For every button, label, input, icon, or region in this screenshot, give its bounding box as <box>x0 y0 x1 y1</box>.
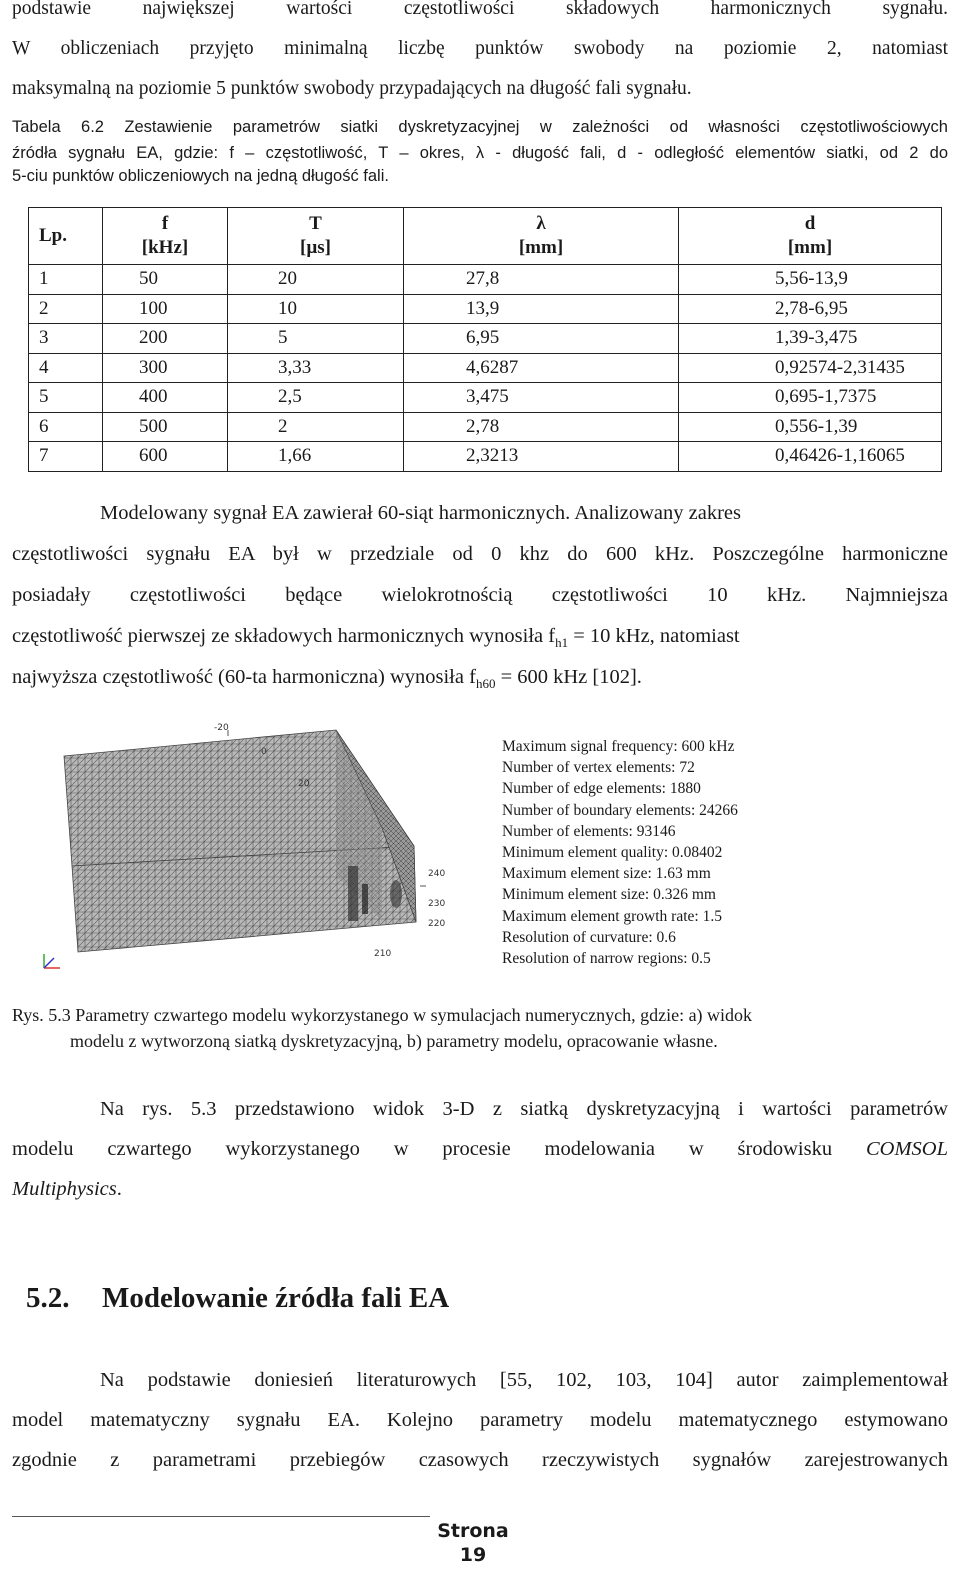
table-caption-line-1: Tabela 6.2 Zestawienie parametrów siatki dyskretyzacyjnej w zależności od własności częstotliwościowych <box>12 118 948 136</box>
table-cell: 5 <box>228 324 404 354</box>
para2-line-3: posiadały częstotliwości będące wielokrotnością częstotliwości 10 kHz. Najmniejsza <box>12 584 948 606</box>
table-cell: 0,46426-1,16065 <box>679 442 942 472</box>
axis-label: 240 <box>428 869 446 879</box>
axis-label: 220 <box>428 919 446 929</box>
table-row <box>29 324 942 354</box>
model-parameter-line: Number of boundary elements: 24266 <box>502 801 738 819</box>
para4-line-1: Na podstawie doniesień literaturowych [55, 102, 103, 104] autor zaimplementował <box>100 1369 948 1391</box>
table-cell: 600 <box>103 442 228 472</box>
intro-line-3: maksymalną na poziomie 5 punktów swobody przypadających na długość fali sygnału. <box>12 78 692 99</box>
para4-line-2: model matematyczny sygnału EA. Kolejno parametry modelu matematycznego estymowano <box>12 1409 948 1431</box>
table-cell: 3 <box>29 324 103 354</box>
table-cell: 27,8 <box>404 265 679 295</box>
table-cell: 500 <box>103 412 228 442</box>
model-parameter-line: Number of vertex elements: 72 <box>502 759 695 777</box>
para2-line-1: Modelowany sygnał EA zawierał 60-siąt harmonicznych. Analizowany zakres <box>100 502 741 524</box>
para3-line-2: modelu czwartego wykorzystanego w procesie modelowania w środowisku COMSOL <box>12 1138 948 1160</box>
model-parameter-line: Resolution of curvature: 0.6 <box>502 928 676 946</box>
mesh-model-image <box>36 716 476 982</box>
model-parameter-line: Number of elements: 93146 <box>502 822 676 840</box>
model-parameter-line: Maximum signal frequency: 600 kHz <box>502 738 735 755</box>
axis-label: -20 <box>214 723 229 733</box>
figure-caption-line-2: modelu z wytworzoną siatką dyskretyzacyjną, b) parametry modelu, opracowanie własne. <box>70 1031 718 1051</box>
axis-label: 20 <box>298 779 310 789</box>
para2-line-2: częstotliwości sygnału EA był w przedziale od 0 khz do 600 kHz. Poszczególne harmoniczne <box>12 543 948 565</box>
intro-line-1: podstawie największej wartości częstotliwości składowych harmonicznych sygnału. <box>12 0 948 19</box>
model-parameter-line: Minimum element size: 0.326 mm <box>502 886 716 904</box>
table-cell: 5,56-13,9 <box>679 265 942 295</box>
model-parameters-list <box>502 736 738 969</box>
table-cell: 50 <box>103 265 228 295</box>
para4-line-3: zgodnie z parametrami przebiegów czasowych rzeczywistych sygnałów zarejestrowanych <box>12 1449 948 1471</box>
section-number: 5.2. <box>26 1282 70 1314</box>
section-title: Modelowanie źródła fali EA <box>102 1282 450 1314</box>
para3-line-3: Multiphysics. <box>12 1178 122 1200</box>
table-cell: 1 <box>29 265 103 295</box>
table-cell: 2 <box>29 294 103 324</box>
table-row <box>29 294 942 324</box>
axis-label: 210 <box>374 949 392 959</box>
para2-line-4: częstotliwość pierwszej ze składowych harmonicznych wynosiła $f_{h1} = 10$ kHz, natomiast <box>12 625 740 651</box>
section-heading <box>26 1282 449 1315</box>
axis-label: 230 <box>428 899 446 909</box>
table-row <box>29 353 942 383</box>
table-row <box>29 442 942 472</box>
model-parameter-line: Maximum element size: 1.63 mm <box>502 865 711 883</box>
table-cell: 20 <box>228 265 404 295</box>
table-caption-line-2: źródła sygnału EA, gdzie: f – częstotliwość, T – okres, λ - długość fali, d - odległość elementów siatki, od 2 do <box>12 144 948 162</box>
model-parameter-line: Maximum element growth rate: 1.5 <box>502 907 722 925</box>
table-cell: 1,66 <box>228 442 404 472</box>
mesh-parameters-table <box>28 207 942 472</box>
table-cell: 10 <box>228 294 404 324</box>
table-cell: 2,78 <box>404 412 679 442</box>
table-cell: 6,95 <box>404 324 679 354</box>
table-caption-line-3: 5-ciu punktów obliczeniowych na jedną długość fali. <box>12 167 389 185</box>
para2-line-5: najwyższa częstotliwość (60-ta harmoniczna) wynosiła $f_{h60} = 600$ kHz [102]. <box>12 666 642 692</box>
table-cell: 2,3213 <box>404 442 679 472</box>
table-cell: 13,9 <box>404 294 679 324</box>
table-cell: 4 <box>29 353 103 383</box>
table-cell: 400 <box>103 383 228 413</box>
header-frequency: f [kHz] <box>103 208 228 265</box>
table-cell: 3,475 <box>404 383 679 413</box>
table-cell: 200 <box>103 324 228 354</box>
header-distance: d [mm] <box>679 208 942 265</box>
table-row <box>29 383 942 413</box>
header-lp: Lp. <box>29 208 103 265</box>
table-cell: 4,6287 <box>404 353 679 383</box>
footer-label: Strona <box>437 1520 509 1542</box>
table-cell: 100 <box>103 294 228 324</box>
table-cell: 3,33 <box>228 353 404 383</box>
intro-line-2: W obliczeniach przyjęto minimalną liczbę punktów swobody na poziomie 2, natomiast <box>12 38 948 59</box>
table-cell: 6 <box>29 412 103 442</box>
table-cell: 5 <box>29 383 103 413</box>
table-row <box>29 412 942 442</box>
table-cell: 2 <box>228 412 404 442</box>
model-parameter-line: Number of edge elements: 1880 <box>502 780 701 798</box>
figure-caption-line-1: Rys. 5.3 Parametry czwartego modelu wykorzystanego w symulacjach numerycznych, gdzie: a) widok <box>12 1005 753 1025</box>
table-cell: 0,92574-2,31435 <box>679 353 942 383</box>
axis-triad-icon <box>44 954 60 968</box>
header-period: T [µs] <box>228 208 404 265</box>
table-cell: 2,5 <box>228 383 404 413</box>
axis-label: 0 <box>261 747 267 757</box>
model-parameter-line: Resolution of narrow regions: 0.5 <box>502 950 711 968</box>
page-footer <box>432 1519 514 1567</box>
page-number: 19 <box>459 1544 487 1566</box>
table-cell: 2,78-6,95 <box>679 294 942 324</box>
para3-line-1: Na rys. 5.3 przedstawiono widok 3-D z siatką dyskretyzacyjną i wartości parametrów <box>100 1098 948 1120</box>
table-cell: 1,39-3,475 <box>679 324 942 354</box>
table-header-row <box>29 208 942 265</box>
table-cell: 7 <box>29 442 103 472</box>
table-cell: 0,695-1,7375 <box>679 383 942 413</box>
table-cell: 0,556-1,39 <box>679 412 942 442</box>
header-wavelength: λ [mm] <box>404 208 679 265</box>
table-cell: 300 <box>103 353 228 383</box>
model-parameter-line: Minimum element quality: 0.08402 <box>502 844 723 862</box>
footer-rule <box>12 1516 430 1517</box>
table-row <box>29 265 942 295</box>
